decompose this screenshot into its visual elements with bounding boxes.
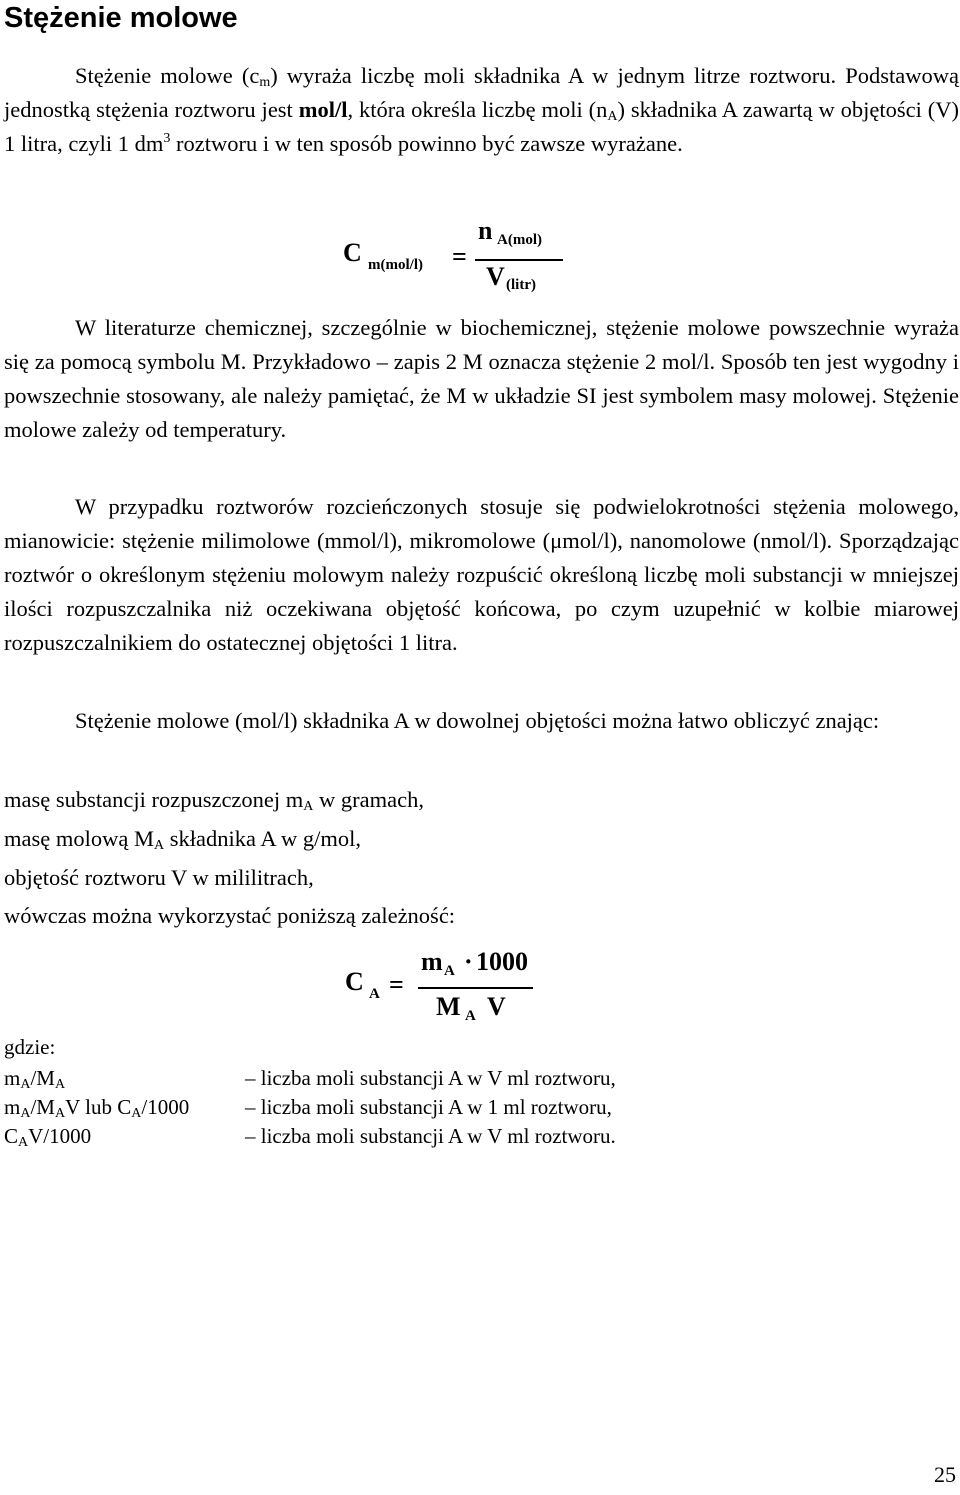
unit-bold: mol/l <box>298 97 348 122</box>
paragraph-calculation: Stężenie molowe (mol/l) składnika A w dowolnej objętości można łatwo obliczyć znając: <box>75 708 880 733</box>
list-item: masę molową $M_A$ składnika A w g/mol, <box>4 826 361 853</box>
list-item: masę substancji rozpuszczonej $m_A$ w gramach, <box>4 787 424 814</box>
legend-row: $m_A/M_A$ <box>4 1066 66 1092</box>
paragraph-dilute-solutions: W przypadku roztworów rozcieńczonych stosuje się podwielokrotności stężenia molowego, mianowicie: stężenie milimolowe (mmol/l), mikromolowe (μmol/l), nanomolowe (nmol/l). Sporządzając roztwór o określonym stężeniu molowym należy rozpuścić określoną liczbę moli substancji w mniejszej ilości rozpuszczalnika niż oczekiwana objętość końcowa, po czym uzupełnić w kolbie miarowej rozpuszczalnikiem do ostatecznej objętości 1 litra. <box>4 494 959 655</box>
paragraph-symbol-m: W literaturze chemicznej, szczególnie w biochemicznej, stężenie molowe powszechnie wyraża się za pomocą symbolu M. Przykładowo – zapis 2 M oznacza stężenie 2 mol/l. Sposób ten jest wygodny i powszechnie stosowany, ale należy pamiętać, że M w układzie SI jest symbolem masy molowej. Stężenie molowe zależy od temperatury. <box>4 315 959 442</box>
list-item: wówczas można wykorzystać poniższą zależność: <box>4 903 456 928</box>
concentration-from-mass-formula: C A = m A · 1000 M A V <box>0 0 960 1</box>
legend-description: – liczba moli substancji A w 1 ml roztworu, <box>245 1095 612 1119</box>
legend-description: – liczba moli substancji A w V ml roztworu. <box>245 1124 616 1148</box>
legend-row: $C_AV/1000$ <box>4 1124 92 1150</box>
molar-concentration-formula: C m(mol/l) = n A(mol) V (litr) <box>0 0 960 1</box>
list-item: objętość roztworu V w mililitrach, <box>4 865 314 890</box>
where-label: gdzie: <box>4 1035 56 1059</box>
legend-description: – liczba moli substancji A w V ml roztworu, <box>245 1066 616 1090</box>
page-number: 25 <box>934 1462 956 1487</box>
paragraph-definition: Stężenie molowe $(c_m)$ wyraża liczbę moli składnika A w jednym litrze roztworu. Podstawową jednostką stężenia roztworu jest mol/l, która określa liczbę moli $(n_A)$ składnika A zawartą w objętości (V) 1 litra, czyli 1 $dm^3$ roztworu i w ten sposób powinno być zawsze wyrażane. <box>4 63 959 156</box>
legend-row: $m_A/M_AV$ lub $C_A/1000$ <box>4 1095 190 1121</box>
page-title: Stężenie molowe <box>4 2 238 34</box>
